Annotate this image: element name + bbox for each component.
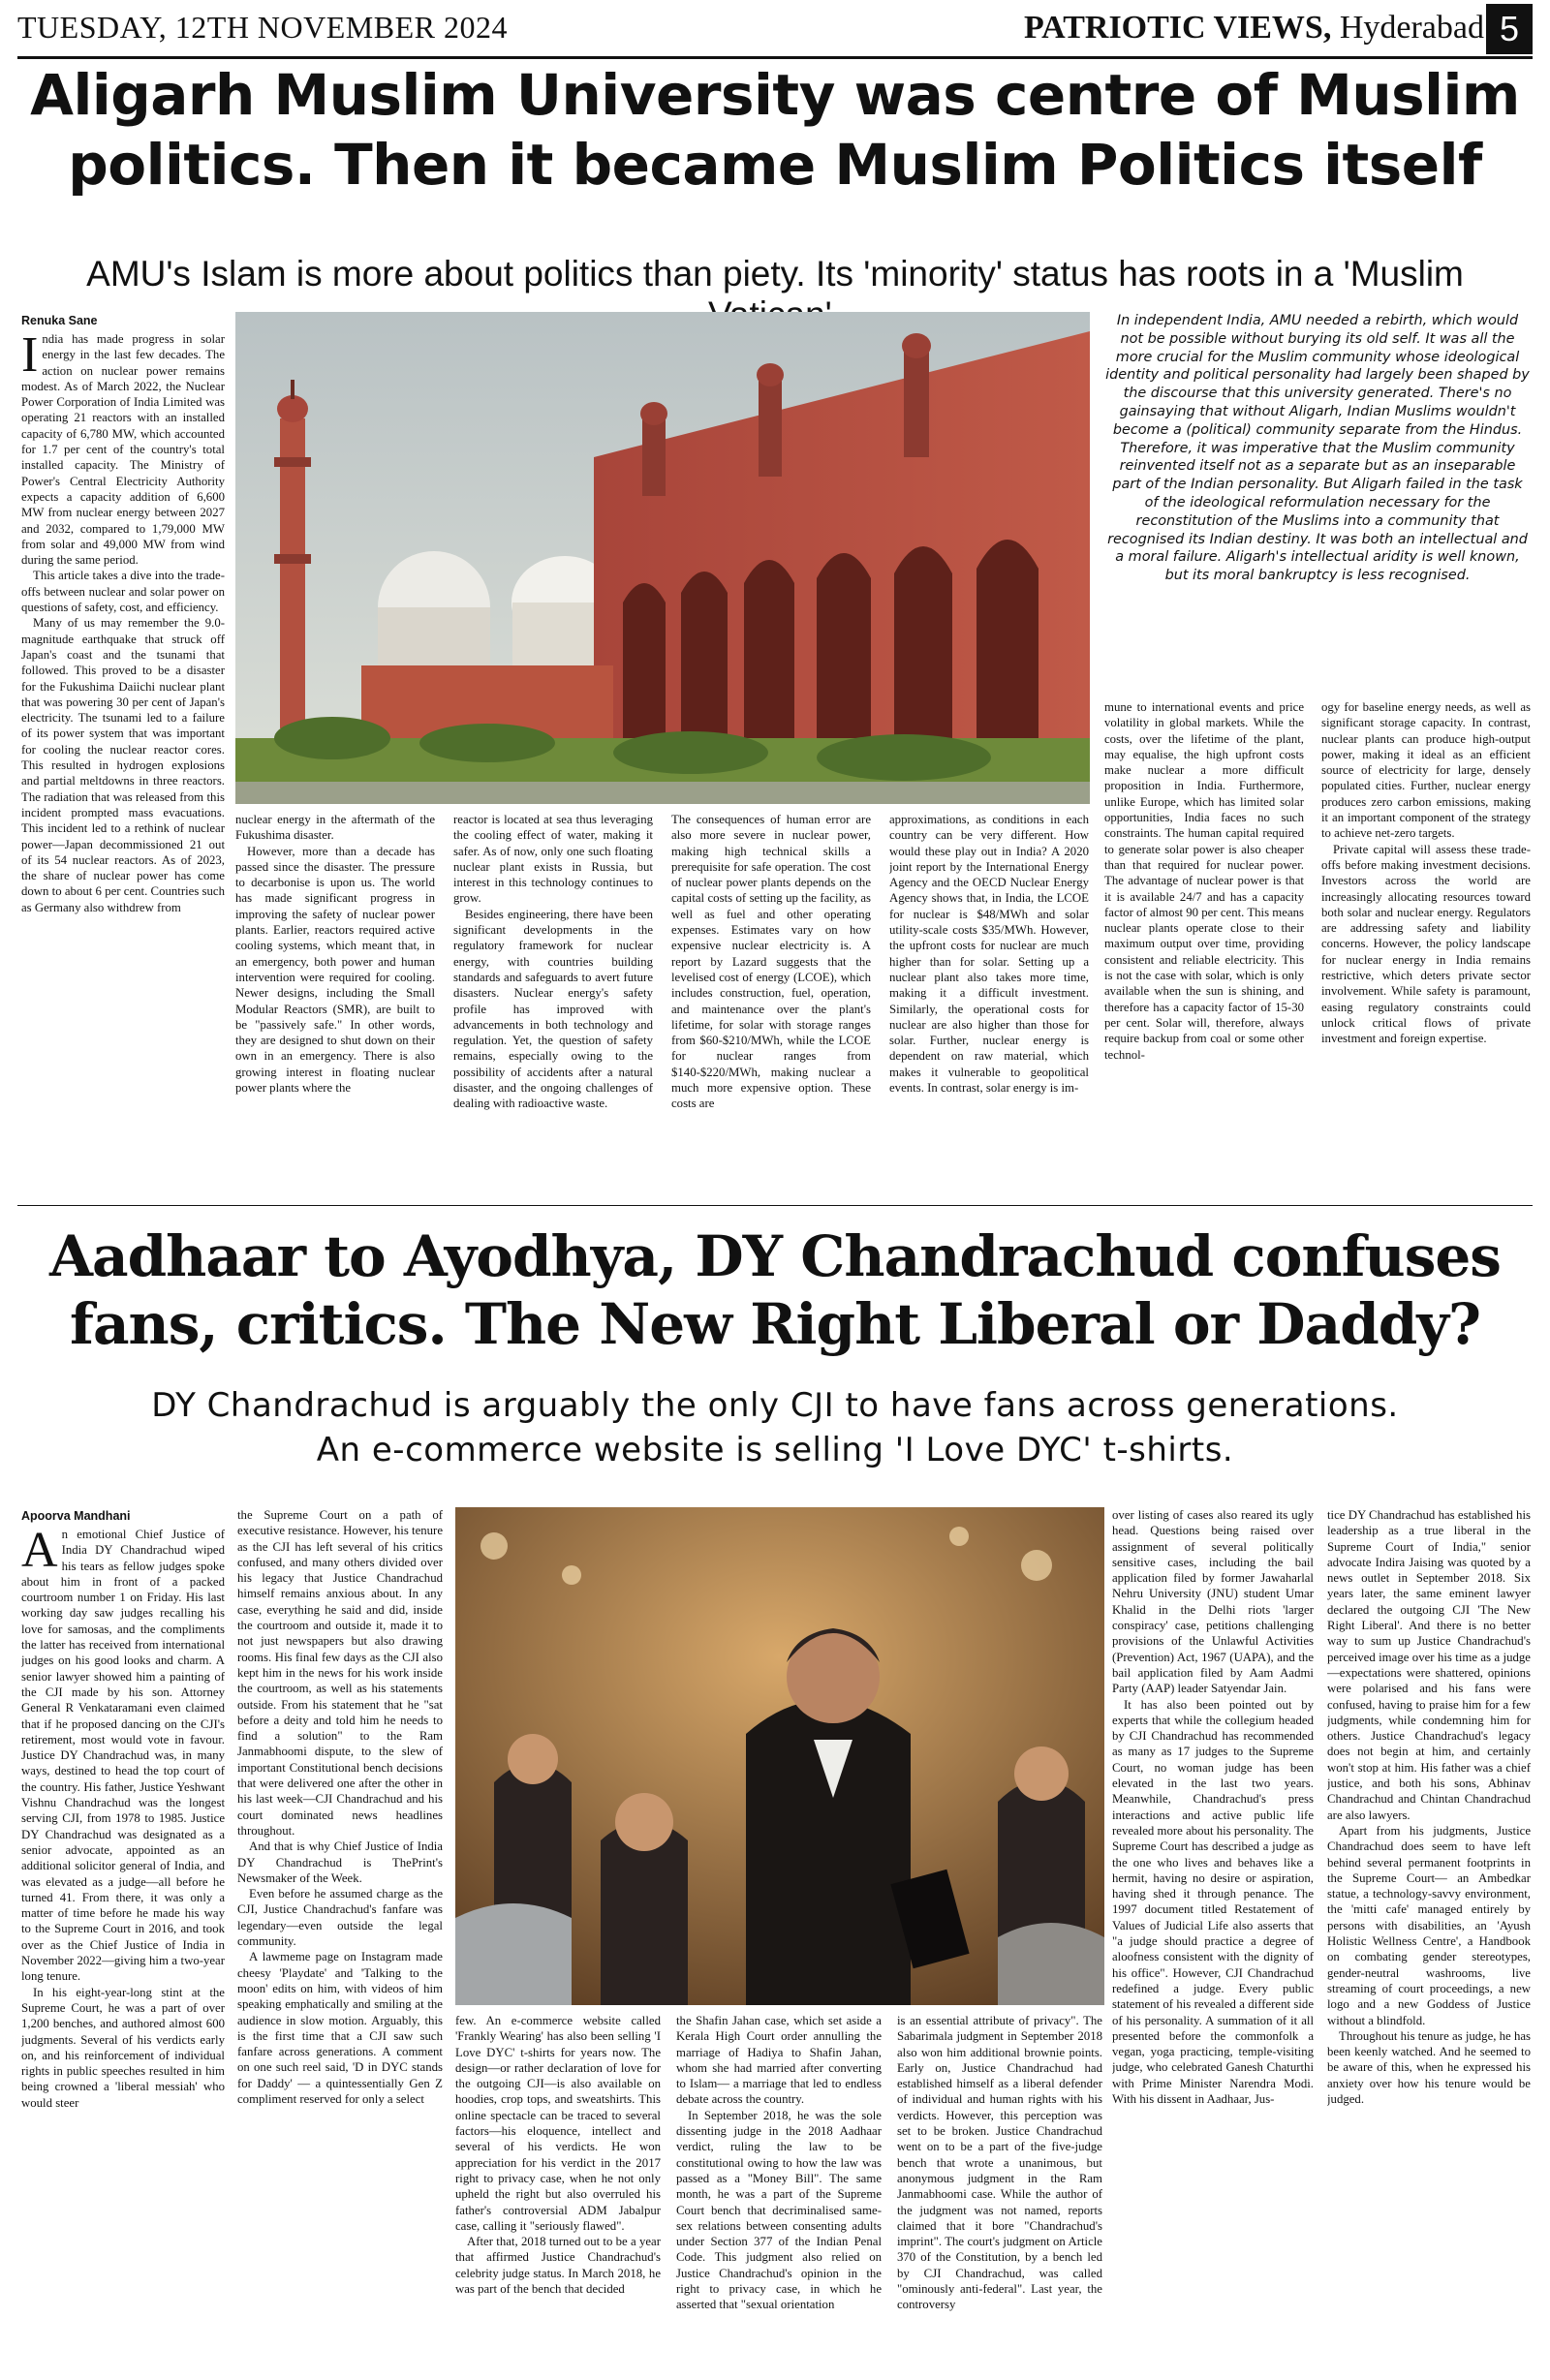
paper-title: PATRIOTIC VIEWS, [1023,10,1332,46]
chandrachud-event-photo [455,1507,1104,2005]
story1-col7-para2: Private capital will assess these trade-offs before making investment decisions. Investors across the world are increasingly allocating resources toward both solar and nuclear energy. Regulators are addressing safety and liability concerns. However, the policy landscape for nuclear energy in India remains restrictive, which deters private sector involvement. While safety is paramount, easing regulatory constraints could unlock critical flows of private investment and foreign expertise. [1321,842,1531,1046]
story2-col1-text: n emotional Chief Justice of India DY Chandrachud wiped his tears as fellow judges spoke about him in front of a packed courtroom number 1 on Friday. His last working day saw judges recalling his love for samosas, and the compliments the latter has received from international judges on his good looks and charm. A senior lawyer showed him a painting of the CJI made by his son. Attorney General R Venkataramani even claimed that if he proposed dancing on the CJI's retirement, most would vote in favour. Justice DY Chandrachud was, in many ways, destined to head the top court of the country. His father, Justice Yeshwant Vishnu Chandrachud was the longest serving CJI, from 1978 to 1985. Justice DY Chandrachud was designated as a senior advocate, appointed as an additional solicitor general of India, and was elevated as a judge—all before he turned 41. From there, it was only a matter of time before he made his way to the Supreme Court in 2016, and took over as the Chief Justice of India in November 2022—giving him a two-year long tenure. [21,1528,225,1984]
story2-col2-text: the Supreme Court on a path of executive resistance. However, his tenure as the CJI has left several of his critics confused, and many others divided over his legacy that Justice Chandrachud himself remains anxious about. In any case, everything he said and did, inside the courtroom and outside it, made it to not just newspapers but also drawing rooms. His final few days as the CJI also kept him in the news for his work inside the courtroom, as well as his statements outside. From his statement that he "sat before a deity and told him he needs to find a solution" to the Ram Janmabhoomi dispute, to the slew of important Constitutional bench decisions that were delivered one after the other in his last week—CJI Chandrachud and his court dominated news headlines throughout. [237,1508,443,1838]
story1-col1-para3: Many of us may remember the 9.0-magnitude earthquake that struck off Japan's coast and the tsunami that followed. This proved to be a disaster for the Fukushima Daiichi nuclear plant that was powering 30 per cent of Japan's electricity. The tsunami led to a failure of its power system that was important for cooling the nuclear reactor cores. This resulted in hydrogen explosions and partial meltdowns in three reactors. The radiation that was released from this incident prompted mass evacuations. This incident led to a rethink of nuclear power—Japan decommissioned 21 out of its 54 nuclear reactors. As of 2023, the share of nuclear power has come down to about 6 per cent. Countries such as Germany also withdrew from [21,616,225,914]
story2-column-6 [1112,1507,1314,2369]
story2-headline [17,1222,1533,1358]
story2-headline-line2: fans, critics. The New Right Liberal or Daddy? [70,1291,1480,1357]
story2-column-2 [237,1507,443,2369]
story2-col2-para4: A lawmeme page on Instagram made cheesy 'Playdate' and 'Talking to the moon' edits on him, with videos of him speaking emphatically and smiling at the audience in slow motion. Arguably, this is the first time that a CJI saw such fanfare across generations. A comment on one such reel said, 'D in DYC stands for Daddy' — a quintessentially Gen Z compliment reserved for only a select [237,1950,443,2106]
story1-column-3 [453,812,653,1199]
story2-dek-line2: An e-commerce website is selling 'I Love DYC' t-shirts. [316,1431,1234,1469]
story2-col7-para3: Throughout his tenure as judge, he has been keenly watched. And he seemed to be aware of this, when he expressed his anxiety over how his tenure would be judged. [1327,2028,1531,2106]
story1-col6-text: mune to international events and price volatility in global markets. While the costs, over the lifetime of the plant, may equalise, the high upfront costs make nuclear a more difficult proposition in India. Furthermore, unlike Europe, which has limited solar opportunities, India faces no such constraints. The human capital required to generate solar power is also cheaper than that required for nuclear power. The advantage of nuclear power is that it is available 24/7 and has a capacity factor of almost 90 per cent. This means nuclear plants operate close to their maximum output over time, providing consistent and reliable electricity. This is not the case with solar, which is only available when the sun is shining, and therefore has a capacity factor of 15-30 per cent. Solar will, therefore, always require backup from coal or some other technol- [1104,700,1304,1062]
story1-col4-text: The consequences of human error are also more severe in nuclear power, making high technical skills a prerequisite for safe operation. The cost of nuclear power plants depends on the capital costs of setting up the facility, as well as fuel and other operating expenses. Estimates vary on how expensive nuclear electricity is. A report by Lazard suggests that the levelised cost of energy (LCOE), which includes construction, fuel, operation, and maintenance over the plant's lifetime, for solar with storage ranges from $60-$210/MWh, while the LCOE for nuclear ranges from $140-$220/MWh, making nuclear a much more expensive option. These costs are [671,813,871,1111]
story2-byline: Apoorva Mandhani [21,1509,131,1523]
page-number: 5 [1486,4,1533,54]
story2-column-3 [455,2013,661,2369]
amu-building-photo [235,312,1090,804]
story2-column-5 [897,2013,1102,2369]
story1-column-2 [235,812,435,1199]
story2-dropcap: A [21,1527,58,1578]
story1-column-7 [1321,699,1531,1199]
story1-col3-text: reactor is located at sea thus leveraging the cooling effect of water, making it safer. As of now, only one such floating nuclear plant exists in Russia, but interest in this technology continues to grow. [453,813,653,906]
story1-headline-line2: politics. Then it became Muslim Politics itself [68,132,1482,198]
story1-column-6 [1104,699,1304,1199]
story2-col7-text: tice DY Chandrachud has established his leadership as a true liberal in the Supreme Court of India," senior advocate Indira Jaising was quoted by a news outlet in September 2018. Six years later, the same eminent lawyer declared the outgoing CJI 'The New Right Liberal'. And there is no better way to sum up Justice Chandrachud's perceived image over his time as a judge—expectations were shattered, opinions were polarised and his fans were confused, having to praise him for a few judgments, while condemning him for others. Justice Chandrachud's legacy does not begin at him, and certainly won't stop at him. His father was a chief justice, and both his sons, Abhinav Chandrachud and Chintan Chandrachud are also lawyers. [1327,1508,1531,1822]
story2-column-4 [676,2013,882,2369]
story1-column-1 [21,331,225,1198]
issue-date: TUESDAY, 12TH NOVEMBER 2024 [17,10,508,45]
story1-dropcap: I [21,331,39,383]
story1-byline: Renuka Sane [21,314,98,327]
story1-col5-text: approximations, as conditions in each country can be very different. How would these play out in India? A 2020 joint report by the International Energy Agency and the OECD Nuclear Energy Agency shows that, in India, the LCOE for nuclear is $48/MWh and solar utility-scale costs $35/MWh. However, the upfront costs for nuclear are much higher than for solar. Setting up a nuclear plant also takes more time, making it a difficult investment. Similarly, the operational costs for nuclear are also higher than those for solar. Further, nuclear energy is dependent on raw material, which makes it vulnerable to geopolitical events. In contrast, solar energy is im- [889,813,1089,1096]
story2-dek-line1: DY Chandrachud is arguably the only CJI to have fans across generations. [151,1386,1399,1425]
story1-column-5 [889,812,1089,1199]
story1-col2-para2: However, more than a decade has passed since the disaster. The pressure to decarbonise is upon us. The world has made significant progress in improving the safety of nuclear power plants. Earlier, reactors required active cooling systems, which meant that, in an emergency, both power and human intervention were required for cooling. Newer designs, including the Small Modular Reactors (SMR), are built to be "passively safe." In other words, they are designed to shut down on their own in an emergency. There is also growing interest in floating nuclear power plants where the [235,844,435,1096]
story2-col4-text: the Shafin Jahan case, which set aside a Kerala High Court order annulling the marriage of Hadiya to Shafin Jahan, whom she had married after converting to Islam— a marriage that led to endless debate across the country. [676,2014,882,2107]
story2-col5-text: is an essential attribute of privacy". The Sabarimala judgment in September 2018 also won him additional brownie points. Early on, Justice Chandrachud had established himself as a liberal defender of individual and human rights with his verdicts. However, this perception was set to be broken. Justice Chandrachud went on to be a part of the five-judge bench that wrote a unanimous, but anonymous judgment in the Ram Janmabhoomi case. While the author of the judgment was not named, reports claimed that it bore "Chandrachud's imprint". The court's judgment on Article 370 of the Constitution, by a bench led by CJI Chandrachud, was called "ominously anti-federal". Last year, the controversy [897,2014,1102,2312]
story2-col7-para2: Apart from his judgments, Justice Chandrachud does seem to have left behind several permanent footprints in the Supreme Court— an Ambedkar statue, a technology-savvy environment, the 'mitti cafe' managed entirely by persons with disabilities, an 'Ayush Holistic Wellness Centre', a Handbook on combating gender stereotypes, gender-neutral washrooms, live streaming of court proceedings, a new logo and a new Goddess of Justice without a blindfold. [1327,1823,1531,2027]
story1-headline-line1: Aligarh Muslim University was centre of Muslim [30,62,1520,128]
story2-column-7 [1327,1507,1531,2369]
story1-column-4 [671,812,871,1199]
story2-col3-para2: After that, 2018 turned out to be a year that affirmed Justice Chandrachud's celebrity judge status. In March 2018, he was part of the bench that decided [455,2235,661,2297]
story2-column-1 [21,1527,225,2369]
story1-col1-text: ndia has made progress in solar energy in the last few decades. The action on nuclear power remains modest. As of March 2022, the Nuclear Power Corporation of India Limited was operating 21 reactors with an installed capacity of 6,780 MW, which accounted for 1.7 per cent of the country's total installed capacity. The Ministry of Power's Central Electricity Authority expects a capacity addition of 6,600 MW from nuclear energy between 2027 and 2032, compared to 1,79,000 MW from solar and 49,000 MW from wind during the same period. [21,332,225,568]
story2-col1-para2: In his eight-year-long stint at the Supreme Court, he was a part of over 1,200 benches, and authored almost 600 judgments. Several of his verdicts early on, and his reinforcement of individual rights in public speeches resulted in him being crowned a 'liberal messiah' who would steer [21,1985,225,2110]
story2-col2-para3: Even before he assumed charge as the CJI, Justice Chandrachud's fanfare was legendary—even outside the legal community. [237,1887,443,1949]
story2-dek [17,1383,1533,1472]
story1-dek: AMU's Islam is more about politics than piety. Its 'minority' status has roots in a 'Muslim [86,254,1464,294]
story2-col6-para2: It has also been pointed out by experts that while the collegium headed by CJI Chandrachud has recommended as many as 17 judges to the Supreme Court, no woman judge has been elevated in the last two years. Meanwhile, Chandrachud's press interactions and active public life revealed more about his personality. The Supreme Court has described a judge as the one who lives and behaves like a hermit, having no desire or aspiration, having shed it through penance. The 1997 document titled Restatement of Values of Judicial Life also asserts that "a judge should practice a degree of aloofness consistent with the dignity of his office". However, CJI Chandrachud redefined a judge. Every public statement of his revealed a different side of his personality. A summation of it all presented before the commonfolk a vegan, yoga practicing, temple-visiting judge, who celebrated Ganesh Chaturthi with Prime Minister Narendra Modi. With his dissent in Aadhaar, Jus- [1112,1697,1314,2106]
story2-headline-line1: Aadhaar to Ayodhya, DY Chandrachud confuses [49,1223,1501,1289]
story2-col3-text: few. An e-commerce website called 'Frankly Wearing' has also been selling 'I Love DYC' t-shirts for years now. The design—or rather declaration of love for the outgoing CJI—is also available on hoodies, crop tops, and sweatshirts. This online spectacle can be traced to several factors—his eloquence, intellect and several of his verdicts. He won appreciation for his verdict in the 2017 right to privacy case, when he not only upheld the right but also overruled his father's controversial ADM Jabalpur case, calling it "seriously flawed". [455,2014,661,2233]
story1-col3-para2: Besides engineering, there have been significant developments in the regulatory framework for nuclear energy, with countries building standards and safeguards to avert future disasters. Nuclear energy's safety profile has improved with advancements in both technology and regulation. Yet, the question of safety remains, especially owing to the possibility of accidents after a natural disaster, and the ongoing challenges of dealing with radioactive waste. [453,907,653,1111]
story1-col2-text: nuclear energy in the aftermath of the Fukushima disaster. [235,813,435,843]
paper-city: Hyderabad [1339,10,1484,46]
story1-pull-quote: In independent India, AMU needed a rebirth, which would not be possible without burying its old self. It was all the more crucial for the Muslim community whose ideological identity and political personality had largely been shaped by the discourse that this university generated. There's no gainsaying that without Aligarh, Indian Muslims wouldn't become a (political) community separate from the Hindus. Therefore, it was imperative that the Muslim community reinvented itself not as a separate but as an inseparable part of the Indian personality. But Aligarh failed in the task of the ideological reformulation necessary for the reconstitution of the Muslims into a community that recognised its Indian destiny. It was both an intellectual and a moral failure. Aligarh's intellectual aridity is well known, but its moral bankruptcy is less recognised. [1105,313,1530,584]
story1-col7-text: ogy for baseline energy needs, as well as significant storage capacity. In contrast, nuclear plants can produce high-output power, making it ideal as an efficient source of electricity for large, densely populated cities. Further, nuclear energy produces zero carbon emissions, making it an important component of the strategy to achieve net-zero targets. [1321,700,1531,841]
story2-col6-text: over listing of cases also reared its ugly head. Questions being raised over assignment of several politically sensitive cases, including the bail application filed by former Jawaharlal Nehru University (JNU) student Umar Khalid in the Delhi riots 'larger conspiracy' case, petitions challenging provisions of the Unlawful Activities (Prevention) Act, 1967 (UAPA), and the bail application filed by Aam Aadmi Party (AAP) leader Satyendar Jain. [1112,1508,1314,1696]
story2-col4-para2: In September 2018, he was the sole dissenting judge in the 2018 Aadhaar verdict, ruling the law to be constitutional owing to how the law was passed as a "Money Bill". The same month, he was a part of the Supreme Court bench that decriminalised same-sex relations between consenting adults under Section 377 of the Indian Penal Code. This judgment also relied on Justice Chandrachud's opinion in the right to privacy case, in which he asserted that "sexual orientation [676,2108,882,2312]
story1-headline [17,60,1533,200]
story2-col2-para2: And that is why Chief Justice of India DY Chandrachud is ThePrint's Newsmaker of the Week. [237,1839,443,1885]
story-divider [17,1205,1533,1206]
newspaper-name [1024,10,1484,46]
story1-col1-para2: This article takes a dive into the trade-offs between nuclear and solar power on questions of safety, cost, and efficiency. [21,569,225,615]
